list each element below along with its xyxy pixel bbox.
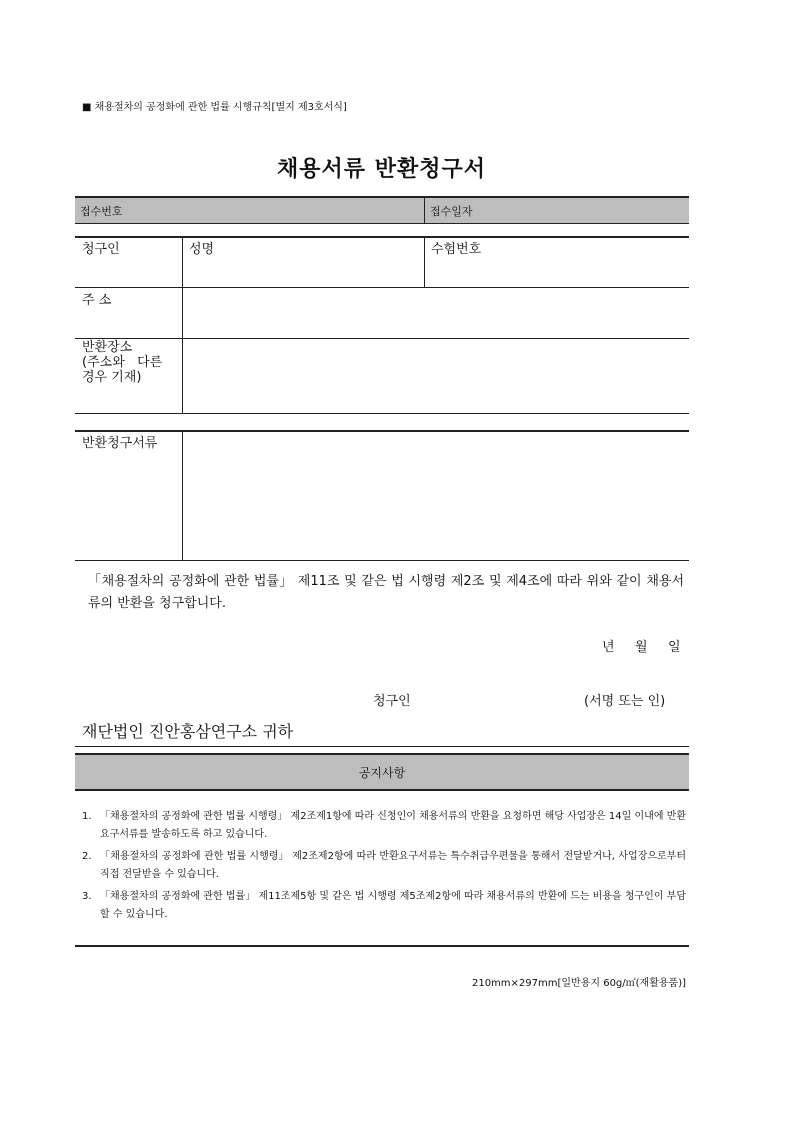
- return-place-label[interactable]: [82, 340, 178, 385]
- document-title: 채용서류 반환청구서: [277, 157, 486, 182]
- notice-title: 공지사항: [358, 766, 406, 780]
- request-statement: 「채용절차의 공정화에 관한 법률」 제11조 및 같은 법 시행령 제2조 및 제4조에 따라 위와 같이 채용서류의 반환을 청구합니다.: [88, 574, 684, 611]
- notice-item-text: 「채용절차의 공정화에 관한 법률」 제11조제5항 및 같은 법 시행령 제5조제2항에 따라 채용서류의 반환에 드는 비용을 청구인이 부담할 수 있습니다.: [100, 891, 686, 920]
- addressee: 재단법인 진안홍삼연구소 귀하: [82, 722, 294, 741]
- date-day-label[interactable]: 일: [668, 640, 681, 655]
- claimant-top-border: [75, 236, 689, 238]
- signature-hint[interactable]: (서명 또는 인): [584, 694, 666, 709]
- return-place-label-line2: (주소와 다른: [82, 355, 163, 370]
- name-exam-divider: [424, 237, 425, 287]
- form-reference-note: ■ 채용절차의 공정화에 관한 법률 시행규칙[별지 제3호서식]: [82, 102, 347, 113]
- signature-claimant-label: 청구인: [373, 694, 411, 709]
- receipt-date-label: 접수일자: [430, 205, 473, 218]
- notice-list: [82, 808, 686, 928]
- return-place-top-border: [75, 338, 689, 339]
- label-column-divider: [182, 237, 183, 413]
- notice-bottom-border: [75, 945, 689, 947]
- notice-item-number: 1.: [82, 811, 92, 822]
- return-place-label-line1: 반환장소: [82, 340, 133, 355]
- documents-divider: [182, 431, 183, 560]
- address-top-border: [75, 287, 689, 288]
- exam-number-label[interactable]: 수험번호: [431, 242, 482, 257]
- documents-bottom-border: [75, 560, 689, 561]
- paper-spec-footer: 210mm×297mm[일반용지 60g/㎡(재활용품)]: [471, 978, 686, 989]
- notice-header: [75, 753, 689, 791]
- name-label[interactable]: 성명: [189, 242, 215, 257]
- notice-item-number: 2.: [82, 851, 92, 862]
- return-place-label-line3: 경우 기재): [82, 370, 142, 385]
- notice-item-text: 「채용절차의 공정화에 관한 법률 시행령」 제2조제1항에 따라 신청인이 채용서류의 반환을 요청하면 해당 사업장은 14일 이내에 반환요구서류를 발송하도록 하고 있습니다.: [100, 811, 686, 840]
- claimant-bottom-border: [75, 413, 689, 414]
- address-label[interactable]: 주 소: [82, 293, 112, 308]
- receipt-number-label: 접수번호: [80, 205, 123, 218]
- receipt-row: [75, 196, 689, 224]
- date-month-label[interactable]: 월: [635, 640, 648, 655]
- notice-item: [82, 888, 686, 924]
- receipt-divider: [424, 198, 425, 223]
- notice-separator: [75, 746, 689, 747]
- notice-item-text: 「채용절차의 공정화에 관한 법률 시행령」 제2조제2항에 따라 반환요구서류는 특수취급우편물을 통해서 전달받거나, 사업장으로부터 직접 전달받을 수 있습니다.: [100, 851, 686, 880]
- notice-item: [82, 848, 686, 884]
- notice-item: [82, 808, 686, 844]
- notice-item-number: 3.: [82, 891, 92, 902]
- documents-label[interactable]: 반환청구서류: [82, 436, 158, 451]
- date-year-label[interactable]: 년: [602, 640, 615, 655]
- claimant-section-label: 청구인: [82, 242, 120, 257]
- documents-top-border: [75, 430, 689, 432]
